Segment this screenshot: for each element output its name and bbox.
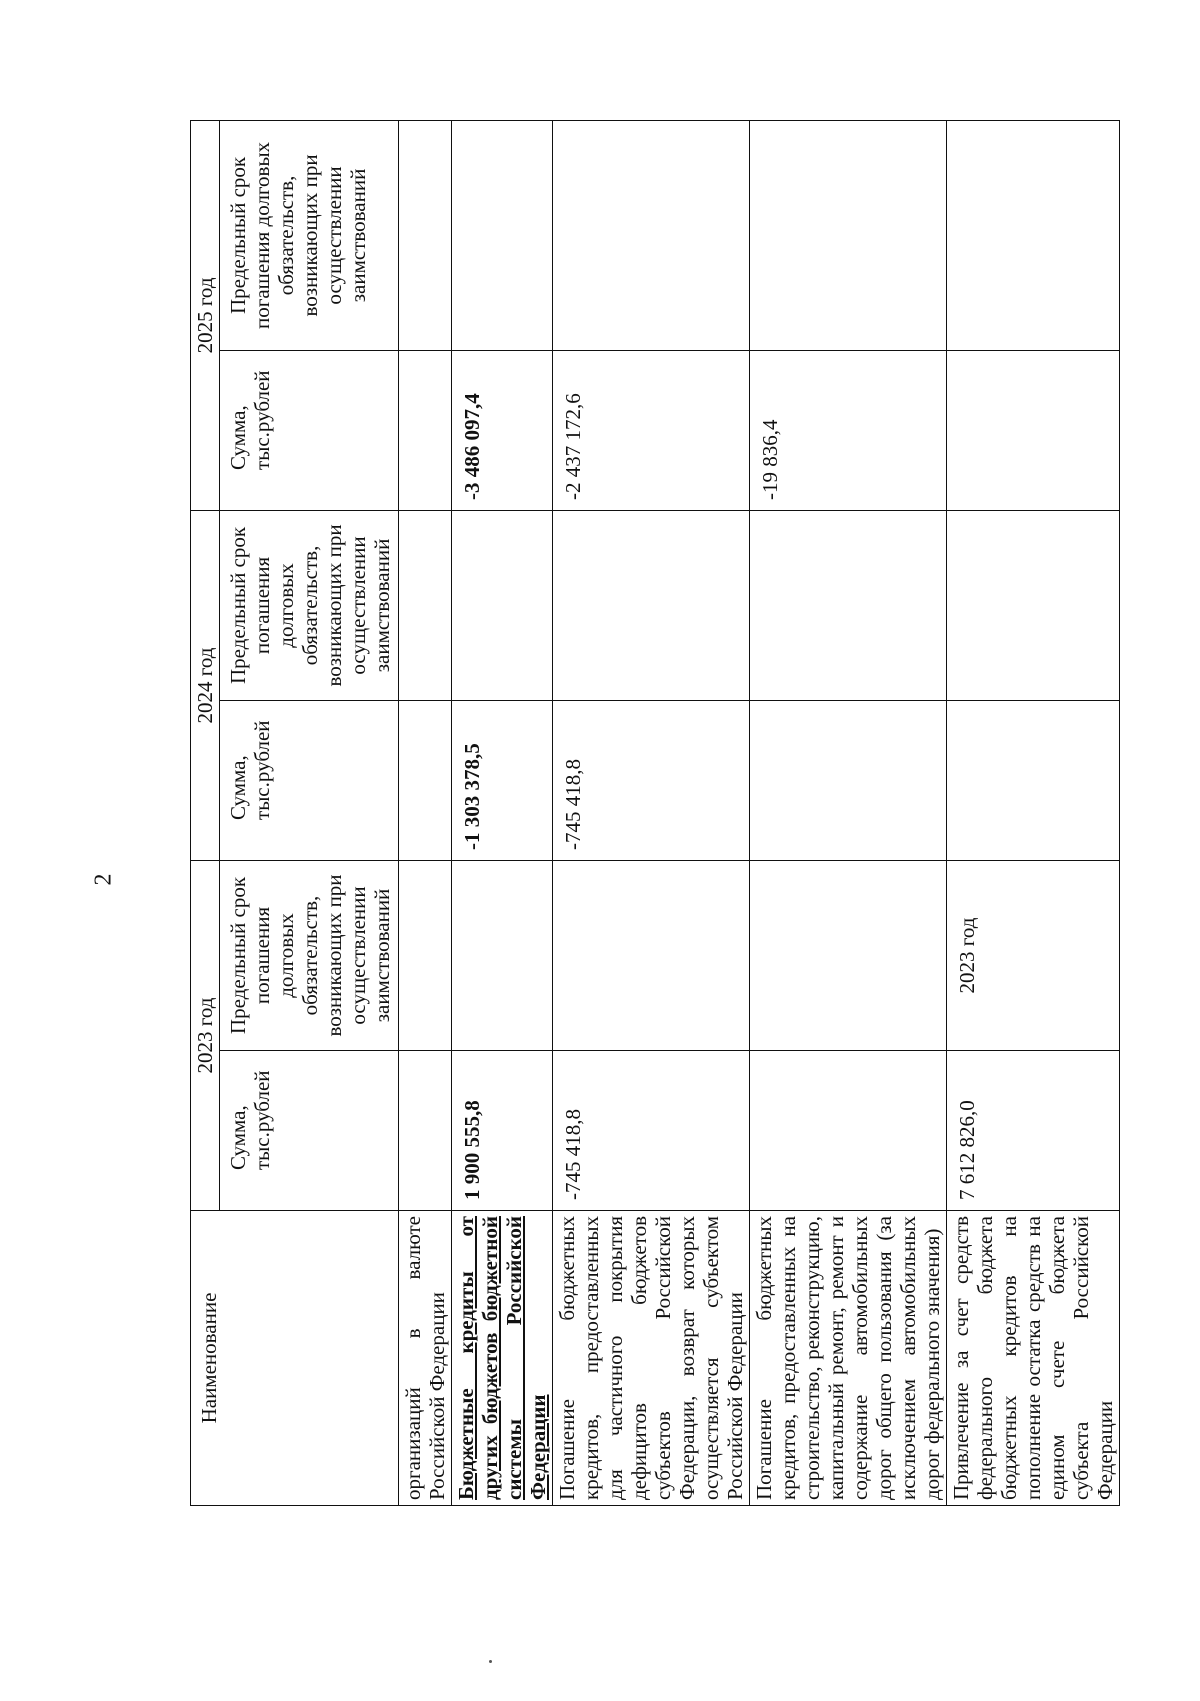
amount-2023: 7 612 826,0 [947,1051,1120,1211]
term-2023 [553,860,750,1050]
header-term-2023: Предельный срок погашения долговых обязательств, возникающих при осуществлении заимствований [220,860,399,1050]
scan-speck [489,1660,492,1663]
rotated-table-sheet [190,121,1117,1506]
amount-2024 [399,700,452,860]
header-term-2024: Предельный срок погашения долговых обязательств, возникающих при осуществлении заимствований [220,510,399,700]
table-row [452,120,553,1505]
amount-2025: -2 437 172,6 [553,350,750,510]
term-2025 [553,120,750,350]
header-row-years [191,120,220,1505]
header-amount-2025: Сумма, тыс.рублей [220,350,399,510]
amount-2024 [947,700,1120,860]
amount-2025: -19 836,4 [750,350,947,510]
column-header-2023: 2023 год [191,860,220,1210]
term-2025 [750,120,947,350]
amount-2023: 1 900 555,8 [452,1051,553,1211]
row-name: организаций в валюте Российской Федерации [399,1211,452,1506]
term-2023 [750,860,947,1050]
column-header-2024: 2024 год [191,510,220,860]
amount-2024: -1 303 378,5 [452,700,553,860]
table-row [947,120,1120,1505]
amount-2025 [947,350,1120,510]
table-row [553,120,750,1505]
amount-2025: -3 486 097,4 [452,350,553,510]
term-2024 [553,510,750,700]
term-2025 [452,120,553,350]
row-name [452,1211,553,1506]
header-amount-2024: Сумма, тыс.рублей [220,700,399,860]
term-2024 [947,510,1120,700]
table-row [750,120,947,1505]
row-name: Погашение бюджетных кредитов, предоставленных на строительство, реконструкцию, капитальный ремонт, ремонт и содержание автомобильных дорог общего пользования (за исключением автомобильных дорог федерального значения) [750,1211,947,1506]
row-name: Привлечение за счет средств федерального бюджета бюджетных кредитов на пополнение остатка средств на едином счете бюджета субъекта Российской Федерации [947,1211,1120,1506]
amount-2023: -745 418,8 [553,1051,750,1211]
term-2023: 2023 год [947,860,1120,1050]
term-2025 [947,120,1120,350]
header-amount-2023: Сумма, тыс.рублей [220,1051,399,1211]
header-term-2025: Предельный срок погашения долговых обязательств, возникающих при осуществлении заимствований [220,120,399,350]
amount-2025 [399,350,452,510]
amount-2023 [750,1051,947,1211]
term-2024 [750,510,947,700]
table-row [399,120,452,1505]
term-2025 [399,120,452,350]
borrowing-program-table [190,120,1120,1506]
row-name-text: Бюджетные кредиты от других бюджетов бюджетной системы Российской Федерации [454,1216,550,1500]
term-2023 [399,860,452,1050]
term-2024 [452,510,553,700]
term-2023 [452,860,553,1050]
amount-2024 [750,700,947,860]
amount-2023 [399,1051,452,1211]
row-name: Погашение бюджетных кредитов, предоставленных для частичного покрытия дефицитов бюджетов субъектов Российской Федерации, возврат которых осуществляется субъектом Российской Федерации [553,1211,750,1506]
column-header-name: Наименование [191,1211,399,1506]
column-header-2025: 2025 год [191,120,220,510]
amount-2024: -745 418,8 [553,700,750,860]
term-2024 [399,510,452,700]
page-number: 2 [90,873,117,886]
